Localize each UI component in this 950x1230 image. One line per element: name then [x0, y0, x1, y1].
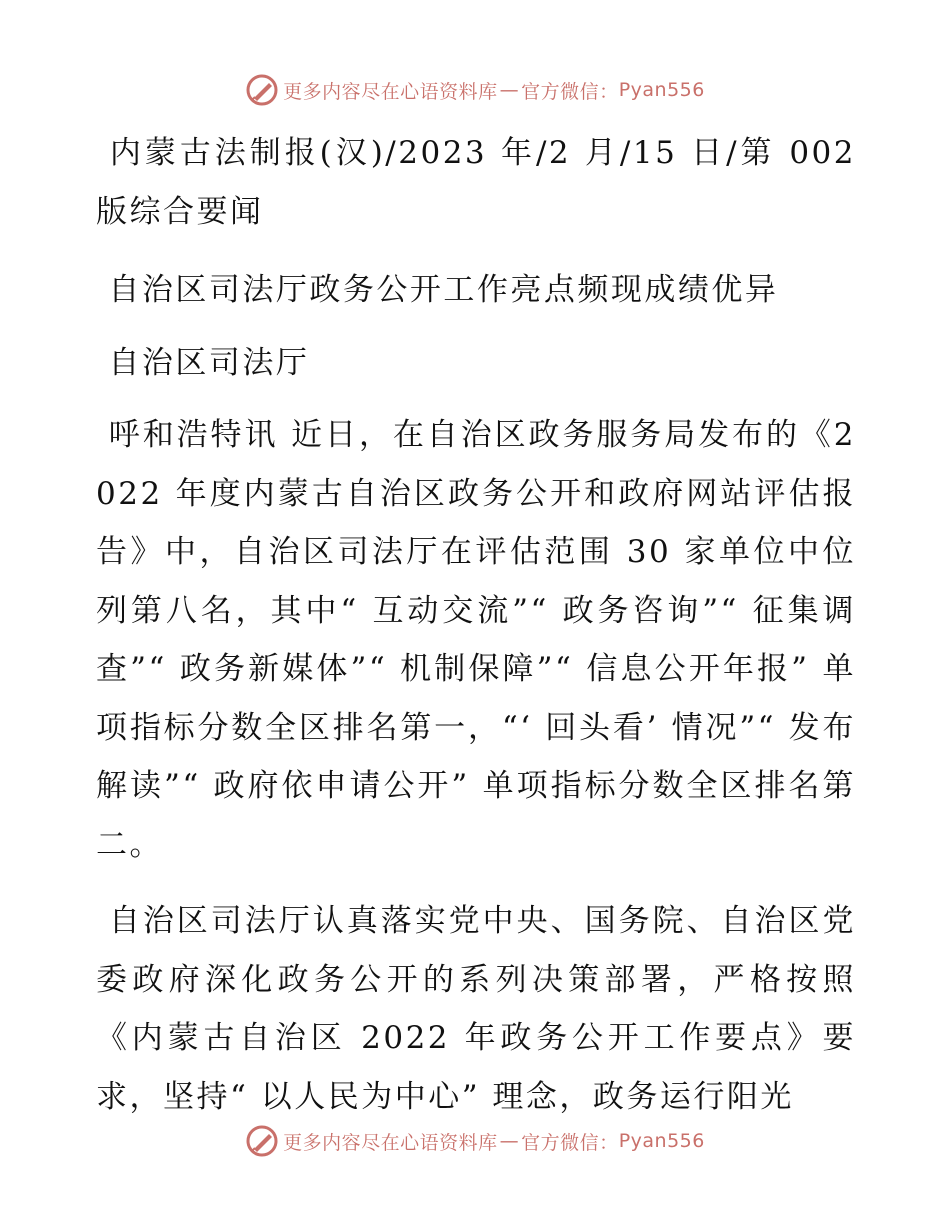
article-body — [96, 124, 869, 1126]
watermark-header — [0, 70, 950, 110]
watermark-text: 更多内容尽在心语资料库 — [283, 1131, 498, 1154]
watermark-account: Pyan556 — [618, 1130, 705, 1152]
watermark-text: 更多内容尽在心语资料库 — [283, 80, 498, 103]
quill-pen-logo-icon — [245, 1124, 279, 1158]
paragraph-2: 自治区司法厅认真落实党中央、国务院、自治区党委政府深化政务公开的系列决策部署，严格按照《内蒙古自治区 2022 年政务公开工作要点》要求，坚持“ 以人民为中心” 理念，政务运行阳光 — [96, 903, 856, 1115]
watermark-separator: — — [499, 1130, 520, 1152]
article-author: 自治区司法厅 — [96, 344, 310, 381]
paragraph-1: 呼和浩特讯 近日，在自治区政务服务局发布的《2022 年度内蒙古自治区政务公开和政府网站评估报告》中，自治区司法厅在评估范围 30 家单位中位列第八名，其中“ 互动交流”“ 政务咨询”“ 征集调查”“ 政务新媒体”“ 机制保障”“ 信息公开年报” 单项指标分数全区排名第一，“‘ 回头看’ 情况”“ 发布解读”“ 政府依申请公开” 单项指标分数全区排名第二。 — [96, 417, 857, 863]
watermark-account: Pyan556 — [618, 79, 705, 101]
watermark-official-label: 官方微信： — [521, 80, 619, 103]
watermark-footer — [0, 1121, 950, 1161]
source-line: 内蒙古法制报(汉)/2023 年/2 月/15 日/第 002 版综合要闻 — [96, 135, 869, 230]
watermark-official-label: 官方微信： — [521, 1131, 619, 1154]
article-headline: 自治区司法厅政务公开工作亮点频现成绩优异 — [96, 272, 779, 308]
quill-pen-logo-icon — [245, 73, 279, 107]
watermark-separator: — — [499, 79, 520, 101]
